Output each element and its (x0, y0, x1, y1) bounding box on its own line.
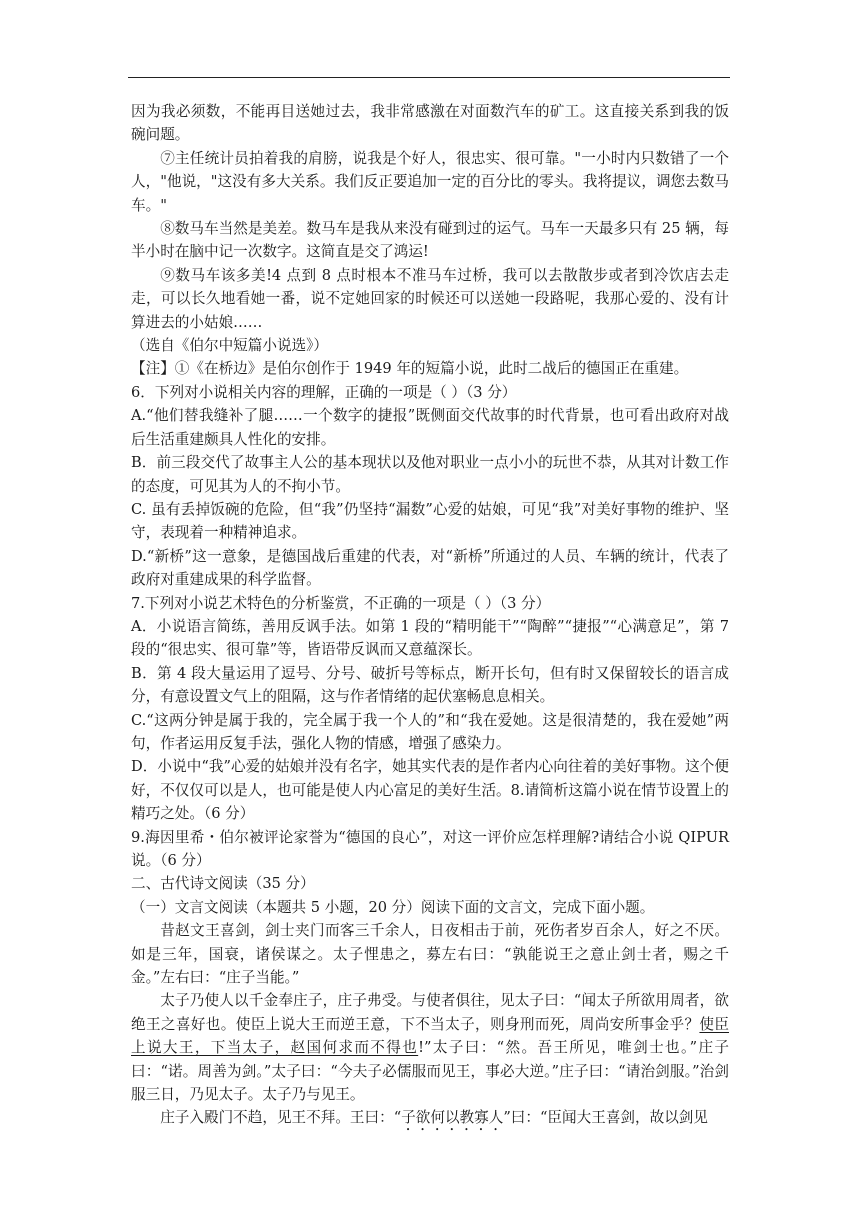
question-6: 6．下列对小说相关内容的理解，正确的一项是（ ）（3 分） (131, 383, 517, 401)
document-body (131, 100, 729, 1134)
paragraph-8: ⑧数马车当然是美差。数马车是我从来没有碰到过的运气。马车一天最多只有 25 辆，每半小时在脑中记一次数字。这简直是交了鸿运! (131, 220, 729, 261)
section-2-subheading: （一）文言文阅读（本题共 5 小题，20 分）阅读下面的文言文，完成下面小题。 (131, 898, 655, 916)
classical-paragraph-1: 昔赵文王喜剑，剑士夹门而客三千余人，日夜相击于前，死伤者岁百余人，好之不厌。如是三年，国衰，诸侯谋之。太子悝患之，募左右曰：“孰能说王之意止剑士者，赐之千金。”左右曰：“庄子当能。” (131, 922, 729, 987)
question-9: 9.海因里希・伯尔被评论家誉为“德国的良心”，对这一评价应怎样理解?请结合小说 QIPUR 说。（6 分） (131, 828, 729, 869)
paragraph-9: ⑨数马车该多美!4 点到 8 点时根本不准马车过桥，我可以去散散步或者到冷饮店去走走，可以长久地看她一番，说不定她回家的时候还可以送她一段路呢，我那心爱的、没有计算进去的小姑娘…… (131, 266, 729, 331)
question-7-option-b: B．第 4 段大量运用了逗号、分号、破折号等标点，断开长句，但有时又保留较长的语言成分，有意设置文气上的阻隔，这与作者情绪的起伏塞畅息息相关。 (131, 664, 729, 706)
question-6-option-c: C. 虽有丢掉饭碗的危险，但“我”仍坚持“漏数”心爱的姑娘，可见“我”对美好事物的维护、坚守，表现着一种精神追求。 (131, 500, 729, 542)
source-line: （选自《伯尔中短篇小说选》） (131, 337, 329, 355)
classical-paragraph-2 (131, 989, 729, 1106)
classical-paragraph-3-text-end: ”曰：“臣闻大王喜剑，故以剑见 (503, 1109, 708, 1127)
paragraph-1: 因为我必须数，不能再目送她过去，我非常感激在对面数汽车的矿工。这直接关系到我的饭碗问题。 (131, 103, 729, 144)
paragraph-7: ⑦主任统计员拍着我的肩膀，说我是个好人，很忠实、很可靠。"一小时内只数错了一个人，"他说，"这没有多大关系。我们反正要追加一定的百分比的零头。我将提议，调您去数马车。" (131, 149, 729, 214)
question-7: 7.下列对小说艺术特色的分析鉴赏，不正确的一项是（ ）（3 分） (131, 594, 551, 612)
dotted-phrase: 子欲何以教寡人 (401, 1109, 504, 1127)
question-7-option-a: A．小说语言简练，善用反讽手法。如第 1 段的“精明能干”“陶醉”“捷报”“心满意足”，第 7 段的“很忠实、很可靠”等，皆语带反讽而又意蕴深长。 (131, 617, 729, 659)
classical-paragraph-3 (131, 1106, 729, 1134)
footnote: 【注】①《在桥边》是伯尔创作于 1949 年的短篇小说，此时二战后的德国正在重建。 (131, 360, 689, 378)
question-7-option-d: D．小说中“我”心爱的姑娘并没有名字，她其实代表的是作者内心向往着的美好事物。这个便好，不仅仅可以是人，也可能是使人内心富足的美好生活。8.请简析这篇小说在情节设置上的精巧之处。（6 分） (131, 758, 729, 823)
classical-paragraph-2-text: 太子乃使人以千金奉庄子，庄子弗受。与使者俱往，见太子曰：“闻太子所欲用周者，欲绝王之喜好也。使臣上说大王而逆王意，下不当太子，则身刑而死，周尚安所事金乎？ (131, 992, 729, 1033)
classical-paragraph-2-text-end: !”太子曰：“然。吾王所见，唯剑士也。”庄子曰：“诺。周善为剑。”太子曰：“今夫子必儒服而见王，事必大逆。”庄子曰：“请治剑服。”治剑服三日，乃见太子。太子乃与见王。 (131, 1039, 729, 1104)
classical-paragraph-3-text: 庄子入殿门不趋，见王不拜。王曰：“ (160, 1109, 402, 1127)
question-6-option-b: B．前三段交代了故事主人公的基本现状以及他对职业一点小小的玩世不恭，从其对计数工作的态度，可见其为人的不拘小节。 (131, 454, 729, 495)
question-7-option-c: C.“这两分钟是属于我的，完全属于我一个人的”和“我在爱她。这是很清楚的，我在爱她”两句，作者运用反复手法，强化人物的情感，增强了感染力。 (131, 711, 729, 752)
section-2-heading: 二、古代诗文阅读（35 分） (131, 875, 315, 893)
question-6-option-d: D.“新桥”这一意象，是德国战后重建的代表，对“新桥”所通过的人员、车辆的统计，代表了政府对重建成果的科学监督。 (131, 547, 729, 589)
question-6-option-a: A.“他们替我缝补了腿……一个数字的捷报”既侧面交代故事的时代背景，也可看出政府对战后生活重建颇具人性化的安排。 (131, 407, 729, 448)
underlined-sentence: 使臣上说大王，下当太子，赵国何求而不得也 (131, 1015, 729, 1057)
header-rule (128, 77, 730, 78)
